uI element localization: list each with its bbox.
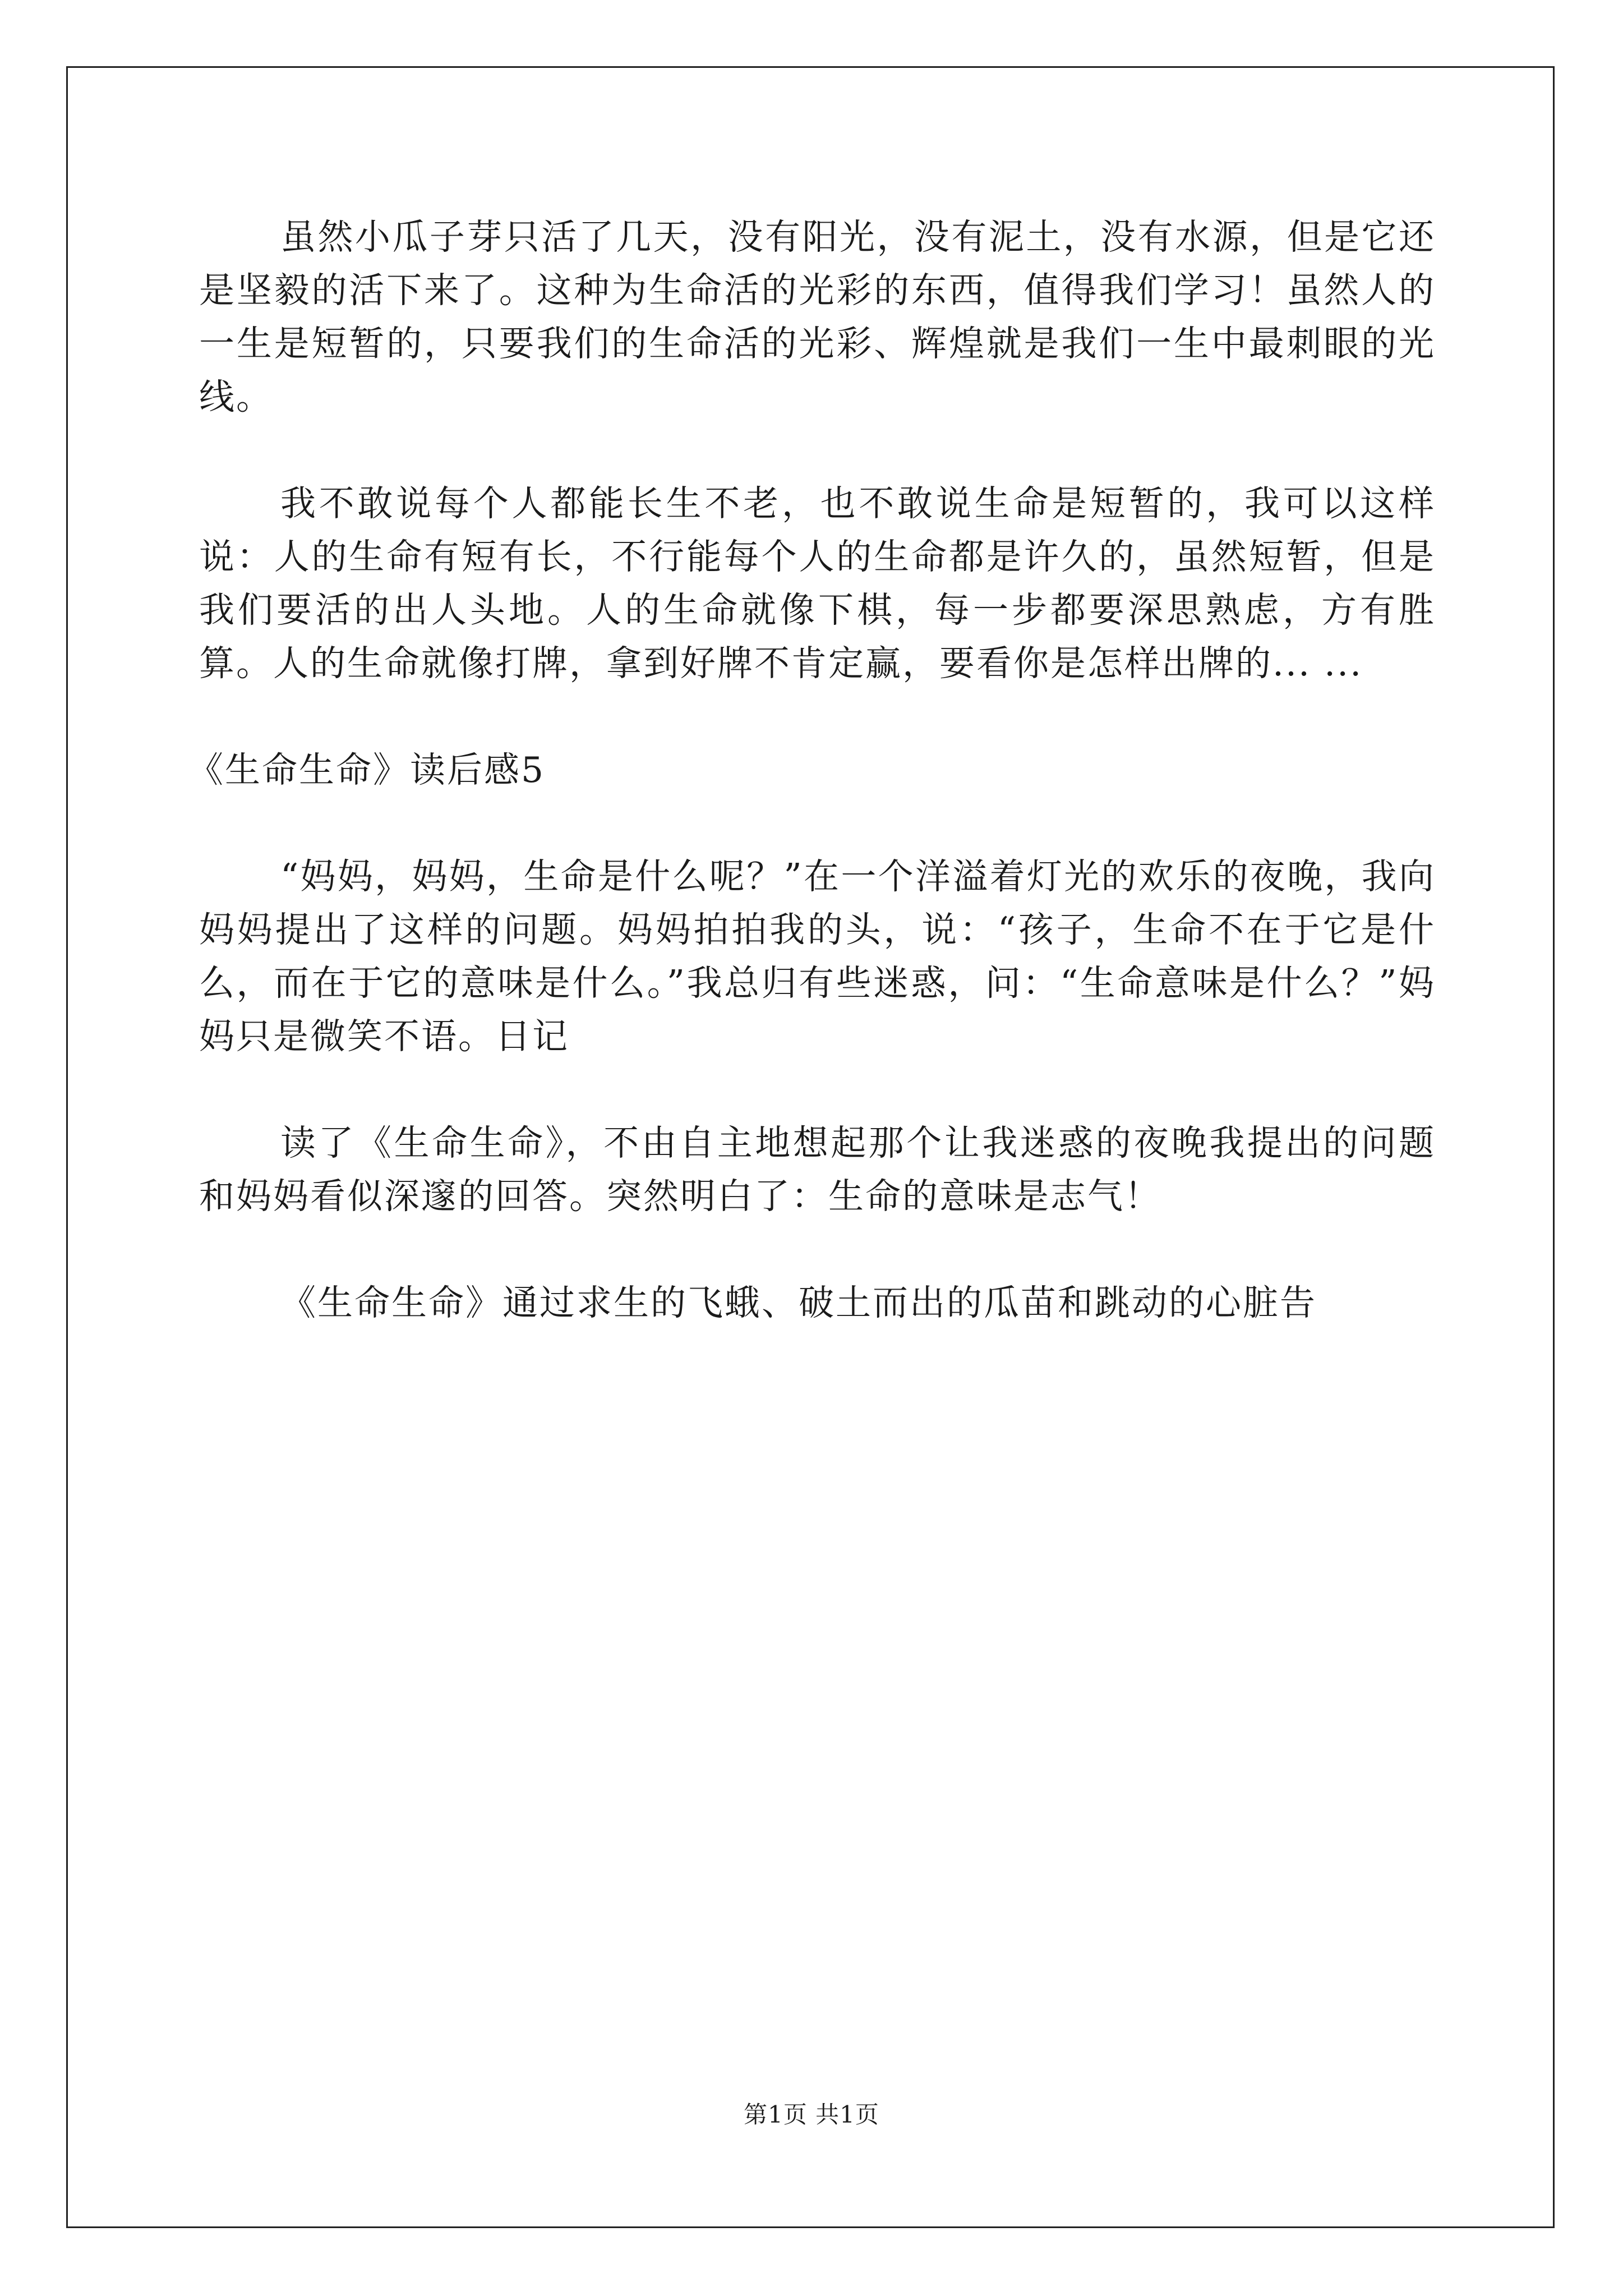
paragraph: 读了《生命生命》，不由自主地想起那个让我迷惑的夜晚我提出的问题和妈妈看似深邃的回答。突然明白了：生命的意味是志气！: [199, 1122, 1436, 1217]
paragraph: “妈妈，妈妈，生命是什么呢？”在一个洋溢着灯光的欢乐的夜晚，我向妈妈提出了这样的问题。妈妈拍拍我的头，说：“孩子，生命不在于它是什么，而在于它的意味是什么。”我总归有些迷惑，问：“生命意味是什么？”妈妈只是微笑不语。日记: [199, 856, 1436, 1057]
document-body: [188, 210, 1436, 1383]
page-number-footer: 第1页 共1页: [744, 2101, 879, 2128]
section-heading: 《生命生命》读后感5: [188, 749, 546, 790]
paragraph: 《生命生命》通过求生的飞蛾、破土而出的瓜苗和跳动的心脏告: [280, 1282, 1317, 1323]
paragraph: 虽然小瓜子芽只活了几天，没有阳光，没有泥土，没有水源，但是它还是坚毅的活下来了。这种为生命活的光彩的东西，值得我们学习！虽然人的一生是短暂的，只要我们的生命活的光彩、辉煌就是我们一生中最刺眼的光线。: [199, 217, 1436, 417]
paragraph: 我不敢说每个人都能长生不老，也不敢说生命是短暂的，我可以这样说：人的生命有短有长，不行能每个人的生命都是许久的，虽然短暂，但是我们要活的出人头地。人的生命就像下棋，每一步都要深思熟虑，方有胜算。人的生命就像打牌，拿到好牌不肯定赢，要看你是怎样出牌的... ...: [199, 483, 1436, 684]
